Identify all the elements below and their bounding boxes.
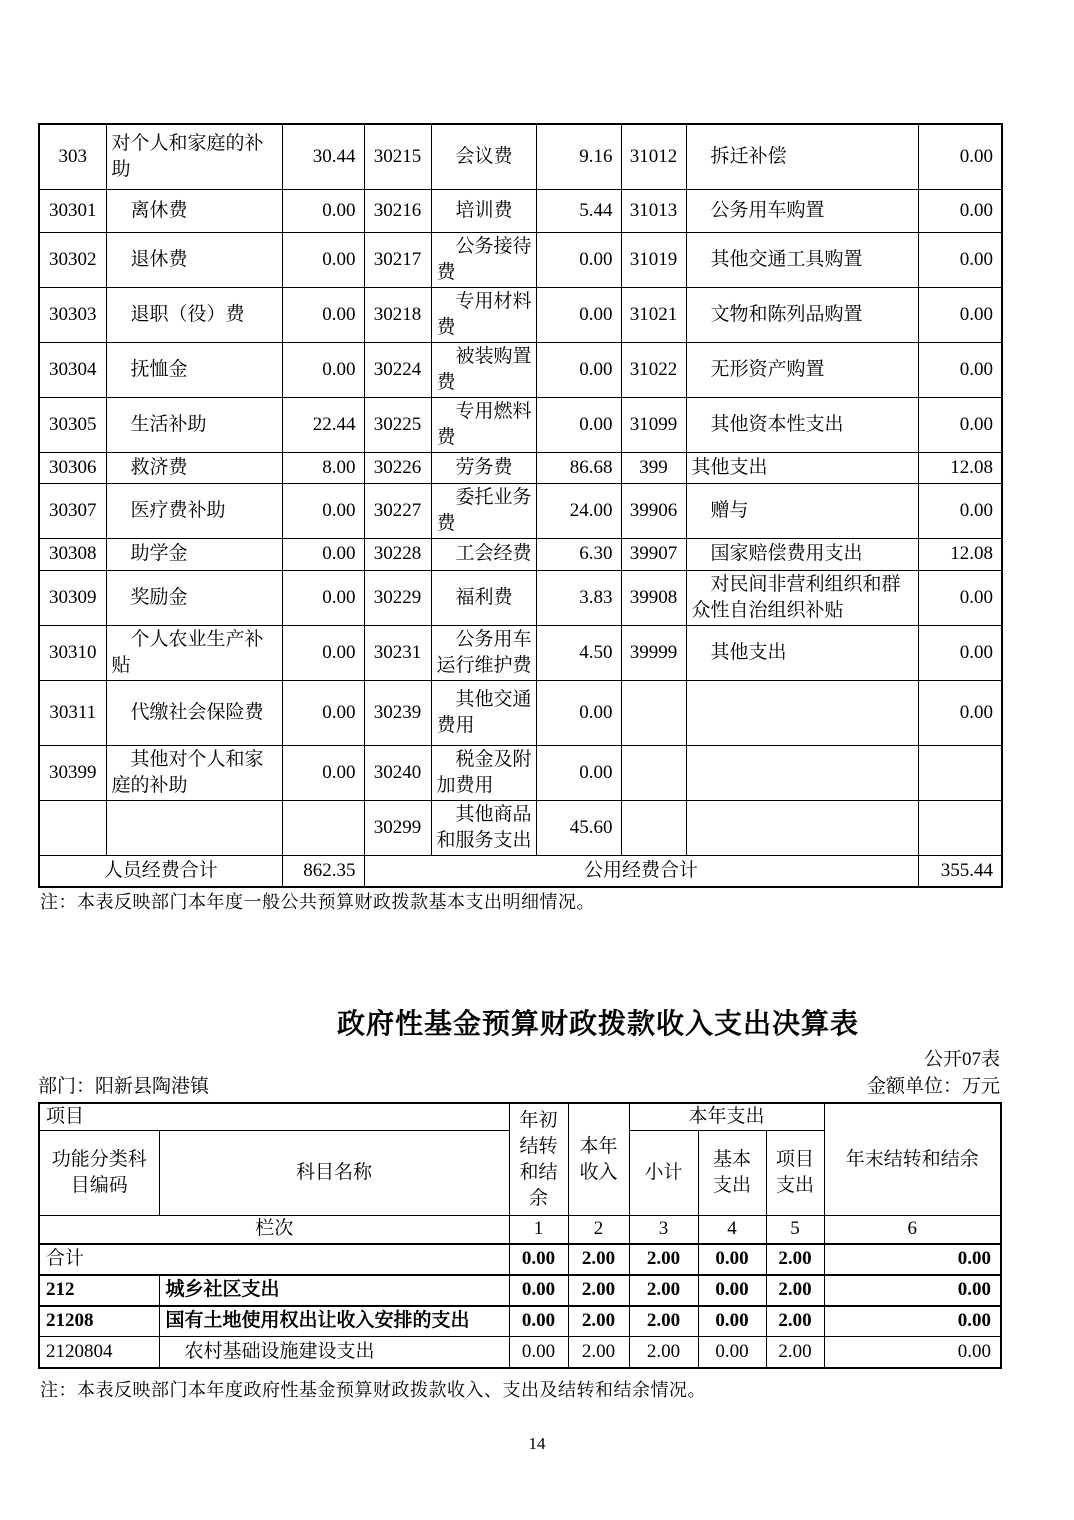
expense-code-cell: 30225 <box>364 397 431 452</box>
value-cell: 0.00 <box>509 1275 568 1306</box>
table1-row <box>39 287 1002 342</box>
expense-amount-cell: 0.00 <box>282 287 364 342</box>
expense-amount-cell: 3.83 <box>536 570 621 625</box>
expense-amount-cell: 0.00 <box>282 538 364 570</box>
table1-row <box>39 397 1002 452</box>
page-number: 14 <box>528 1434 546 1453</box>
expense-amount-cell: 0.00 <box>918 483 1002 538</box>
value-cell: 2.00 <box>629 1275 698 1306</box>
table1-row <box>39 452 1002 483</box>
expense-code-cell: 30229 <box>364 570 431 625</box>
header-current-expenditure: 本年支出 <box>629 1103 824 1131</box>
table2-column-index-row <box>39 1216 1001 1244</box>
subject-name-cell: 国有土地使用权出让收入安排的支出 <box>159 1306 509 1337</box>
expense-name-cell: 医疗费补助 <box>106 483 282 538</box>
expense-code-cell: 30299 <box>364 800 431 855</box>
expense-name-cell <box>686 800 918 855</box>
expense-amount-cell: 30.44 <box>282 124 364 189</box>
expense-name-cell: 专用燃料费 <box>431 397 536 452</box>
expense-amount-cell <box>282 800 364 855</box>
subject-name-cell: 农村基础设施建设支出 <box>159 1337 509 1368</box>
expense-code-cell: 399 <box>621 452 686 483</box>
table1-note: 注：本表反映部门本年度一般公共预算财政拨款基本支出明细情况。 <box>40 892 595 912</box>
row-label-cell: 合计 <box>39 1244 509 1275</box>
table1-footer-row <box>39 855 1002 887</box>
expense-code-cell: 30228 <box>364 538 431 570</box>
value-cell: 2.00 <box>568 1306 629 1337</box>
value-cell: 2.00 <box>766 1244 824 1275</box>
expense-amount-cell: 0.00 <box>282 342 364 397</box>
expense-code-cell: 31012 <box>621 124 686 189</box>
personnel-total-value: 862.35 <box>282 855 364 887</box>
table2-row <box>39 1244 1001 1275</box>
expense-code-cell: 30216 <box>364 189 431 232</box>
table2-title: 政府性基金预算财政拨款收入支出决算表 <box>337 1008 860 1039</box>
expense-code-cell: 30301 <box>39 189 106 232</box>
table1-row <box>39 800 1002 855</box>
table2-row <box>39 1306 1001 1337</box>
expense-amount-cell: 0.00 <box>918 680 1002 745</box>
expense-amount-cell: 24.00 <box>536 483 621 538</box>
expense-amount-cell: 9.16 <box>536 124 621 189</box>
expense-amount-cell: 0.00 <box>536 287 621 342</box>
public-total-label: 公用经费合计 <box>364 855 918 887</box>
table1-row <box>39 483 1002 538</box>
expense-code-cell: 39906 <box>621 483 686 538</box>
expense-amount-cell: 0.00 <box>282 570 364 625</box>
expense-code-cell: 30218 <box>364 287 431 342</box>
gov-fund-budget-table <box>38 1102 1002 1369</box>
header-func-code: 功能分类科目编码 <box>39 1131 159 1216</box>
expense-name-cell: 退职（役）费 <box>106 287 282 342</box>
expense-amount-cell: 4.50 <box>536 625 621 680</box>
expense-name-cell: 其他对个人和家庭的补助 <box>106 745 282 800</box>
expense-code-cell: 30240 <box>364 745 431 800</box>
expense-amount-cell <box>918 745 1002 800</box>
value-cell: 2.00 <box>629 1244 698 1275</box>
expense-amount-cell: 45.60 <box>536 800 621 855</box>
expense-name-cell: 奖励金 <box>106 570 282 625</box>
value-cell: 0.00 <box>824 1337 1001 1368</box>
column-index-2: 2 <box>568 1216 629 1244</box>
expense-name-cell: 公务用车运行维护费 <box>431 625 536 680</box>
expense-code-cell: 31099 <box>621 397 686 452</box>
expense-amount-cell: 0.00 <box>282 232 364 287</box>
expense-name-cell <box>686 680 918 745</box>
expense-name-cell: 税金及附加费用 <box>431 745 536 800</box>
expense-name-cell: 其他支出 <box>686 625 918 680</box>
expense-name-cell: 生活补助 <box>106 397 282 452</box>
expense-amount-cell: 6.30 <box>536 538 621 570</box>
header-begin-balance: 年初结转和结余 <box>509 1103 568 1216</box>
header-current-income: 本年收入 <box>568 1103 629 1216</box>
expense-code-cell: 30227 <box>364 483 431 538</box>
table1-row <box>39 570 1002 625</box>
table2-row <box>39 1337 1001 1368</box>
table1-row <box>39 538 1002 570</box>
expense-code-cell: 31021 <box>621 287 686 342</box>
expense-name-cell: 培训费 <box>431 189 536 232</box>
column-row-label: 栏次 <box>39 1216 509 1244</box>
value-cell: 2.00 <box>766 1275 824 1306</box>
value-cell: 0.00 <box>824 1244 1001 1275</box>
expense-name-cell: 救济费 <box>106 452 282 483</box>
value-cell: 0.00 <box>824 1275 1001 1306</box>
value-cell: 0.00 <box>509 1306 568 1337</box>
column-index-6: 6 <box>824 1216 1001 1244</box>
expense-amount-cell: 8.00 <box>282 452 364 483</box>
expense-code-cell: 39908 <box>621 570 686 625</box>
expense-name-cell: 福利费 <box>431 570 536 625</box>
subject-name-cell: 城乡社区支出 <box>159 1275 509 1306</box>
header-subtotal: 小计 <box>629 1131 698 1216</box>
expense-code-cell: 31013 <box>621 189 686 232</box>
expense-amount-cell: 22.44 <box>282 397 364 452</box>
expense-amount-cell: 0.00 <box>282 483 364 538</box>
expense-code-cell: 30308 <box>39 538 106 570</box>
table1-row <box>39 625 1002 680</box>
expense-code-cell <box>39 800 106 855</box>
unit-label: 金额单位：万元 <box>866 1076 1000 1097</box>
header-basic-expenditure: 基本支出 <box>698 1131 766 1216</box>
expense-code-cell <box>621 680 686 745</box>
value-cell: 2.00 <box>766 1306 824 1337</box>
expense-code-cell: 30217 <box>364 232 431 287</box>
expense-name-cell: 代缴社会保险费 <box>106 680 282 745</box>
expense-amount-cell: 0.00 <box>282 625 364 680</box>
expense-name-cell: 工会经费 <box>431 538 536 570</box>
value-cell: 0.00 <box>698 1337 766 1368</box>
expense-amount-cell: 0.00 <box>282 745 364 800</box>
expense-amount-cell: 0.00 <box>282 189 364 232</box>
expense-name-cell: 其他交通费用 <box>431 680 536 745</box>
expense-amount-cell: 0.00 <box>536 680 621 745</box>
expense-name-cell: 其他交通工具购置 <box>686 232 918 287</box>
expense-name-cell: 公务接待费 <box>431 232 536 287</box>
expense-name-cell: 会议费 <box>431 124 536 189</box>
expense-code-cell: 30231 <box>364 625 431 680</box>
func-code-cell: 21208 <box>39 1306 159 1337</box>
expense-name-cell: 文物和陈列品购置 <box>686 287 918 342</box>
column-index-3: 3 <box>629 1216 698 1244</box>
expense-code-cell: 31022 <box>621 342 686 397</box>
expense-code-cell: 30399 <box>39 745 106 800</box>
expense-code-cell: 39907 <box>621 538 686 570</box>
expense-amount-cell: 0.00 <box>536 342 621 397</box>
table1-row <box>39 745 1002 800</box>
expense-name-cell: 专用材料费 <box>431 287 536 342</box>
table1-row <box>39 342 1002 397</box>
header-end-balance: 年末结转和结余 <box>824 1103 1001 1216</box>
table2-row <box>39 1275 1001 1306</box>
value-cell: 2.00 <box>568 1244 629 1275</box>
expense-name-cell: 委托业务费 <box>431 483 536 538</box>
table2-meta-row <box>38 1071 1000 1098</box>
expense-amount-cell: 0.00 <box>536 397 621 452</box>
expense-amount-cell: 0.00 <box>282 680 364 745</box>
table2-header-row1 <box>39 1103 1001 1131</box>
table1-row <box>39 680 1002 745</box>
expense-code-cell: 39999 <box>621 625 686 680</box>
expense-amount-cell: 0.00 <box>918 124 1002 189</box>
expense-amount-cell: 86.68 <box>536 452 621 483</box>
department-label: 部门：阳新县陶港镇 <box>38 1076 210 1097</box>
header-subject-name: 科目名称 <box>159 1131 509 1216</box>
value-cell: 0.00 <box>698 1244 766 1275</box>
expense-name-cell: 赠与 <box>686 483 918 538</box>
expense-code-cell: 30307 <box>39 483 106 538</box>
expense-name-cell <box>106 800 282 855</box>
expense-name-cell: 个人农业生产补贴 <box>106 625 282 680</box>
expense-name-cell: 国家赔偿费用支出 <box>686 538 918 570</box>
expense-name-cell: 对个人和家庭的补助 <box>106 124 282 189</box>
expense-code-cell: 30309 <box>39 570 106 625</box>
table2-code-label: 公开07表 <box>923 1049 1000 1070</box>
value-cell: 2.00 <box>629 1337 698 1368</box>
func-code-cell: 212 <box>39 1275 159 1306</box>
expense-amount-cell: 0.00 <box>918 397 1002 452</box>
expense-name-cell: 退休费 <box>106 232 282 287</box>
value-cell: 2.00 <box>568 1337 629 1368</box>
personnel-total-label: 人员经费合计 <box>39 855 282 887</box>
table1-row <box>39 189 1002 232</box>
expense-code-cell: 30310 <box>39 625 106 680</box>
expense-code-cell: 30311 <box>39 680 106 745</box>
expense-code-cell: 30239 <box>364 680 431 745</box>
expense-name-cell: 对民间非营利组织和群众性自治组织补贴 <box>686 570 918 625</box>
expense-amount-cell: 12.08 <box>918 452 1002 483</box>
value-cell: 2.00 <box>766 1337 824 1368</box>
expense-amount-cell: 0.00 <box>918 232 1002 287</box>
expense-code-cell: 30303 <box>39 287 106 342</box>
column-index-1: 1 <box>509 1216 568 1244</box>
value-cell: 2.00 <box>629 1306 698 1337</box>
expense-name-cell: 被装购置费 <box>431 342 536 397</box>
value-cell: 0.00 <box>698 1275 766 1306</box>
value-cell: 0.00 <box>509 1244 568 1275</box>
column-index-5: 5 <box>766 1216 824 1244</box>
value-cell: 0.00 <box>509 1337 568 1368</box>
header-project-expenditure: 项目支出 <box>766 1131 824 1216</box>
expense-name-cell <box>686 745 918 800</box>
expense-name-cell: 劳务费 <box>431 452 536 483</box>
expense-amount-cell: 12.08 <box>918 538 1002 570</box>
value-cell: 0.00 <box>698 1306 766 1337</box>
expense-name-cell: 无形资产购置 <box>686 342 918 397</box>
value-cell: 2.00 <box>568 1275 629 1306</box>
expense-code-cell: 30226 <box>364 452 431 483</box>
expense-name-cell: 抚恤金 <box>106 342 282 397</box>
expense-amount-cell: 0.00 <box>918 189 1002 232</box>
expense-code-cell: 30305 <box>39 397 106 452</box>
expense-code-cell <box>621 800 686 855</box>
expense-amount-cell: 0.00 <box>918 625 1002 680</box>
expense-code-cell: 303 <box>39 124 106 189</box>
table1-row <box>39 232 1002 287</box>
public-total-value: 355.44 <box>918 855 1002 887</box>
expense-name-cell: 拆迁补偿 <box>686 124 918 189</box>
expense-name-cell: 其他资本性支出 <box>686 397 918 452</box>
expense-amount-cell: 0.00 <box>918 287 1002 342</box>
expense-code-cell: 30304 <box>39 342 106 397</box>
expense-code-cell: 30215 <box>364 124 431 189</box>
table2-note: 注：本表反映部门本年度政府性基金预算财政拨款收入、支出及结转和结余情况。 <box>40 1380 706 1400</box>
func-code-cell: 2120804 <box>39 1337 159 1368</box>
expense-amount-cell: 0.00 <box>536 745 621 800</box>
header-project: 项目 <box>39 1103 509 1131</box>
expense-code-cell: 30306 <box>39 452 106 483</box>
expense-name-cell: 其他支出 <box>686 452 918 483</box>
column-index-4: 4 <box>698 1216 766 1244</box>
expense-amount-cell <box>918 800 1002 855</box>
expense-name-cell: 其他商品和服务支出 <box>431 800 536 855</box>
expense-name-cell: 助学金 <box>106 538 282 570</box>
expense-amount-cell: 0.00 <box>918 570 1002 625</box>
expense-code-cell: 30302 <box>39 232 106 287</box>
expense-name-cell: 公务用车购置 <box>686 189 918 232</box>
expense-code-cell <box>621 745 686 800</box>
expense-code-cell: 30224 <box>364 342 431 397</box>
expense-amount-cell: 5.44 <box>536 189 621 232</box>
expense-amount-cell: 0.00 <box>536 232 621 287</box>
table1-row <box>39 124 1002 189</box>
expense-amount-cell: 0.00 <box>918 342 1002 397</box>
value-cell: 0.00 <box>824 1306 1001 1337</box>
expense-code-cell: 31019 <box>621 232 686 287</box>
expense-name-cell: 离休费 <box>106 189 282 232</box>
basic-expenditure-detail-table <box>38 123 1003 888</box>
